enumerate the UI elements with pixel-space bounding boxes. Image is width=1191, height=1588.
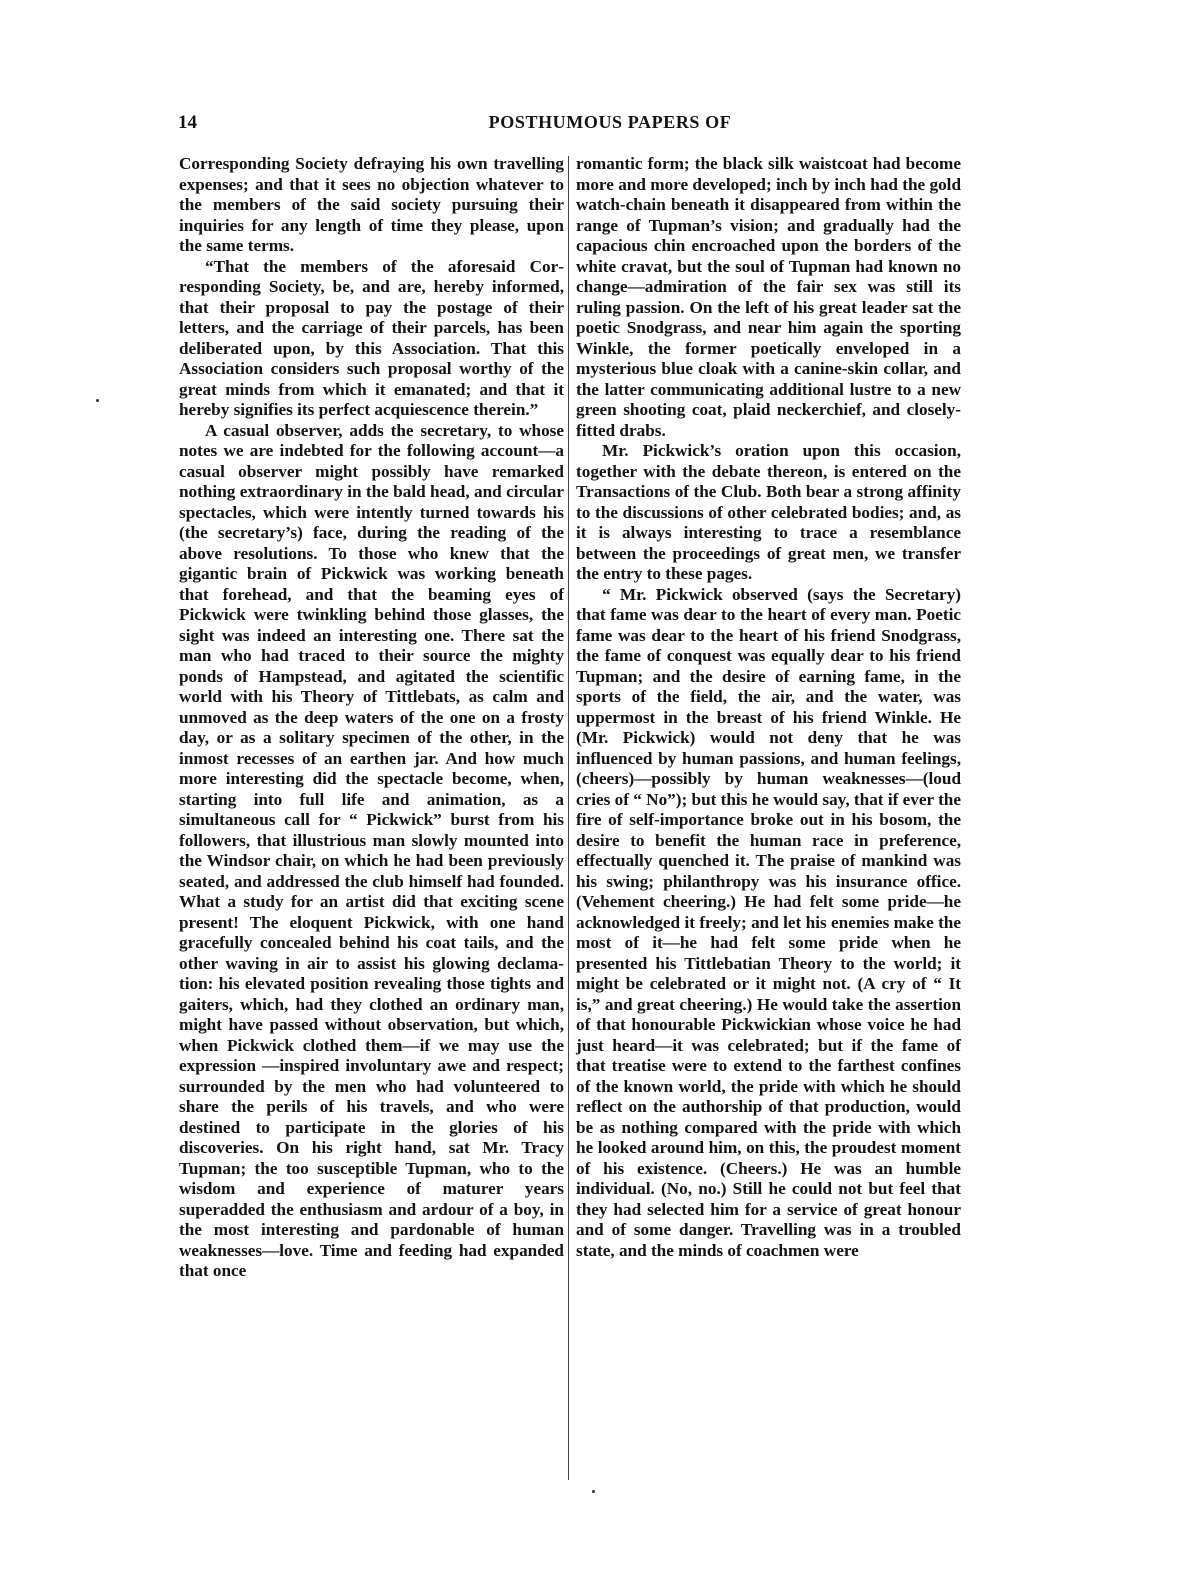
right-column [576,154,961,1261]
column-divider [568,156,569,1480]
paragraph: romantic form; the black silk waistcoat had become more and more developed; inch by inch had the gold watch-chain beneath it disappeared from within the range of Tupman’s vision; and gradually had the capacious chin encroached upon the borders of the white cravat, but the soul of Tupman had known no change—admiration of the fair sex was still its ruling passion. On the left of his great leader sat the poetic Snodgrass, and near him again the sporting Winkle, the former poetically enveloped in a mysterious blue cloak with a canine-skin collar, and the latter communicating additional lustre to a new green shooting coat, plaid neckerchief, and closely-fitted drabs. [576,154,961,440]
scan-speck [96,399,99,402]
paragraph: “That the members of the aforesaid Corresponding Society, be, and are, hereby informed, that their proposal to pay the postage of their letters, and the carriage of their parcels, has been deliberated upon, by this Association. That this Association considers such proposal worthy of the great minds from which it emanated; and that it hereby signifies its perfect acquiescence therein.” [179,256,564,419]
left-column [179,154,564,1282]
paragraph: Corresponding Society defraying his own travelling expenses; and that it sees no objection whatever to the members of the said society pursuing their inquiries for any length of time they please, upon the same terms. [179,154,564,255]
running-title: POSTHUMOUS PAPERS OF [488,112,732,132]
scan-speck [592,1490,595,1493]
paragraph: Mr. Pickwick’s oration upon this occasion, together with the debate thereon, is entered on the Transactions of the Club. Both bear a strong affinity to the discussions of other celebrated bodies; and, as it is always interesting to trace a resemblance between the proceedings of great men, we transfer the entry to these pages. [576,441,961,583]
paragraph: “ Mr. Pickwick observed (says the Secretary) that fame was dear to the heart of every man. Poetic fame was dear to the heart of his friend Snodgrass, the fame of conquest was equally dear to his friend Tupman; and the desire of earning fame, in the sports of the field, the air, and the water, was uppermost in the breast of his friend Winkle. He (Mr. Pickwick) would not deny that he was influenced by human passions, and human feelings, (cheers)—possibly by human weaknesses—(loud cries of “ No”); but this he would say, that if ever the fire of self-importance broke out in his bosom, the desire to benefit the human race in preference, effectually quenched it. The praise of mankind was his swing; philanthropy was his insurance office. (Vehement cheering.) He had felt some pride—he acknowledged it freely; and let his enemies make the most of it—he had felt some pride when he presented his Tittlebatian Theory to the world; it might be celebrated or it might not. (A cry of “ It is,” and great cheering.) He would take the assertion of that honourable Pickwickian whose voice he had just heard—it was celebrated; but if the fame of that treatise were to extend to the farthest confines of the known world, the pride with which he should reflect on the authorship of that production, would be as nothing compared with the pride with which he looked around him, on this, the proudest moment of his existence. (Cheers.) He was an humble individual. (No, no.) Still he could not but feel that they had selected him for a service of great honour and of some danger. Travelling was in a troubled state, and the minds of coachmen were [576,584,961,1260]
page-number: 14 [178,112,197,133]
paragraph: A casual observer, adds the secretary, to whose notes we are indebted for the following account—a casual observer might possibly have remarked nothing extraordinary in the bald head, and circular spectacles, which were intently turned towards his (the secretary’s) face, during the reading of the above resolutions. To those who knew that the gigantic brain of Pickwick was working beneath that forehead, and that the beaming eyes of Pickwick were twinkling behind those glasses, the sight was indeed an interesting one. There sat the man who had traced to their source the mighty ponds of Hampstead, and agitated the scientific world with his Theory of Tittlebats, as calm and unmoved as the deep waters of the one on a frosty day, or as a solitary specimen of the other, in the inmost recesses of an earthen jar. And how much more interesting did the spectacle become, when, starting into full life and animation, as a simultaneous call for “ Pickwick” burst from his followers, that illustrious man slowly mounted into the Windsor chair, on which he had been previously seated, and addressed the club himself had founded. What a study for an artist did that exciting scene present! The eloquent Pickwick, with one hand gracefully concealed behind his coat tails, and the other waving in air to assist his glowing declamation: his elevated position revealing those tights and gaiters, which, had they clothed an ordinary man, might have passed without observation, but which, when Pickwick clothed them—if we may use the expression —inspired involuntary awe and respect; surrounded by the men who had volunteered to share the perils of his travels, and who were destined to participate in the glories of his discoveries. On his right hand, sat Mr. Tracy Tupman; the too susceptible Tupman, who to the wisdom and experience of maturer years superadded the enthusiasm and ardour of a boy, in the most interesting and pardonable of human weaknesses—love. Time and feeding had expanded that once [179,420,564,1280]
